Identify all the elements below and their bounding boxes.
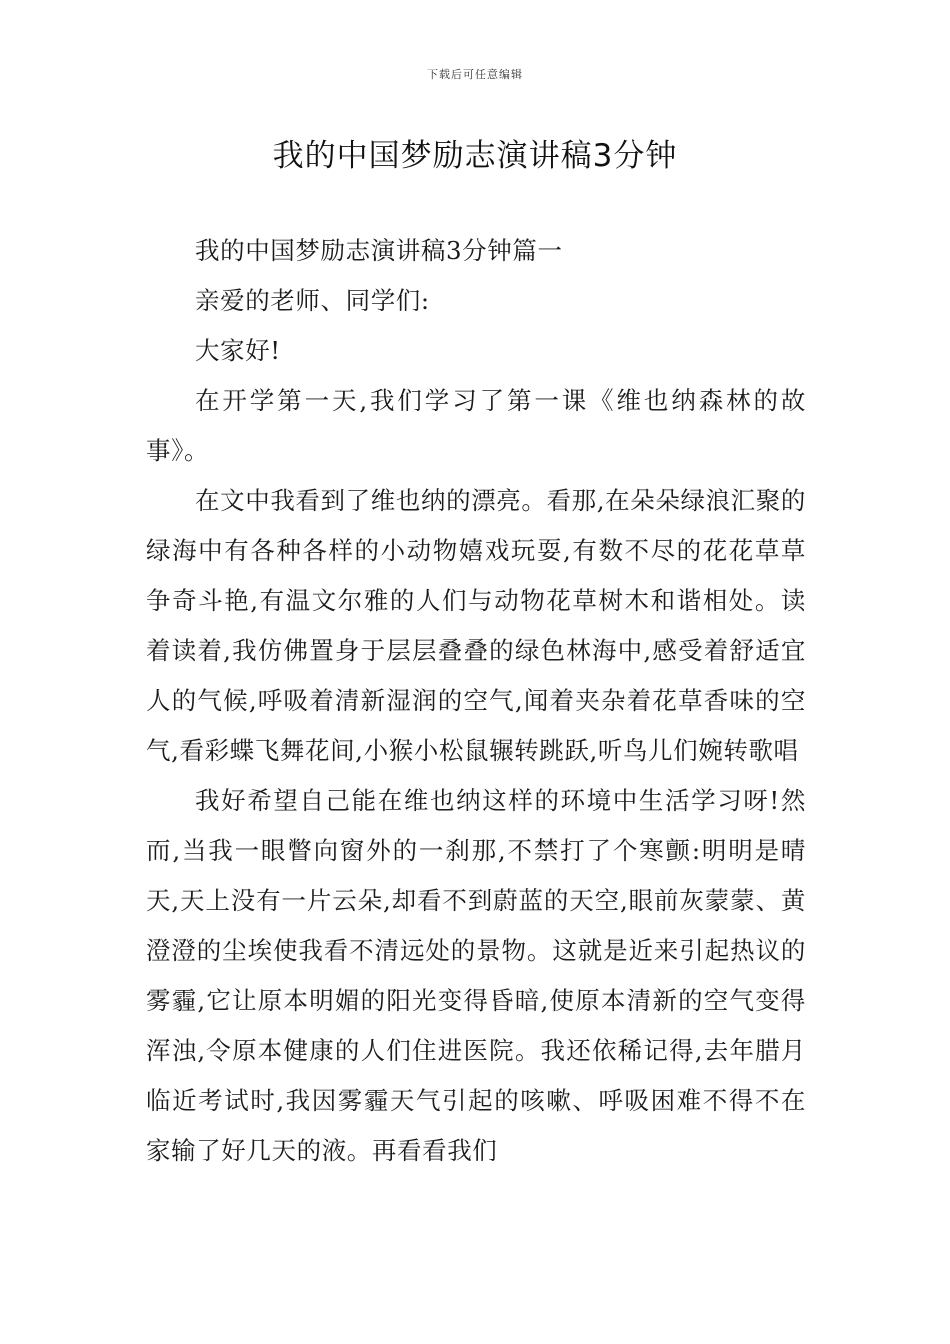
document-body [146, 226, 806, 1176]
paragraph-greeting: 大家好! [195, 336, 281, 365]
paragraph-salutation: 亲爱的老师、同学们: [195, 286, 430, 315]
document-title: 我的中国梦励志演讲稿3分钟 [272, 138, 678, 174]
paragraph-section-heading: 我的中国梦励志演讲稿3分钟篇一 [195, 236, 563, 265]
paragraph: 在文中我看到了维也纳的漂亮。看那,在朵朵绿浪汇聚的绿海中有各种各样的小动物嬉戏玩耍,有数不尽的花花草草争奇斗艳,有温文尔雅的人们与动物花草树木和谐相处。读着读着,我仿佛置身于层层叠叠的绿色林海中,感受着舒适宜人的气候,呼吸着清新湿润的空气,闻着夹杂着花草香味的空气,看彩蝶飞舞花间,小猴小松鼠辗转跳跃,听鸟儿们婉转歌唱 [146, 486, 806, 765]
header-note: 下载后可任意编辑 [427, 68, 523, 81]
paragraph: 我好希望自己能在维也纳这样的环境中生活学习呀!然而,当我一眼瞥向窗外的一刹那,不禁打了个寒颤:明明是晴天,天上没有一片云朵,却看不到蔚蓝的天空,眼前灰蒙蒙、黄澄澄的尘埃使我看不清远处的景物。这就是近来引起热议的雾霾,它让原本明媚的阳光变得昏暗,使原本清新的空气变得浑浊,令原本健康的人们住进医院。我还依稀记得,去年腊月临近考试时,我因雾霾天气引起的咳嗽、呼吸困难不得不在家输了好几天的液。再看看我们 [146, 786, 806, 1165]
paragraph: 在开学第一天,我们学习了第一课《维也纳森林的故事》。 [146, 386, 806, 465]
